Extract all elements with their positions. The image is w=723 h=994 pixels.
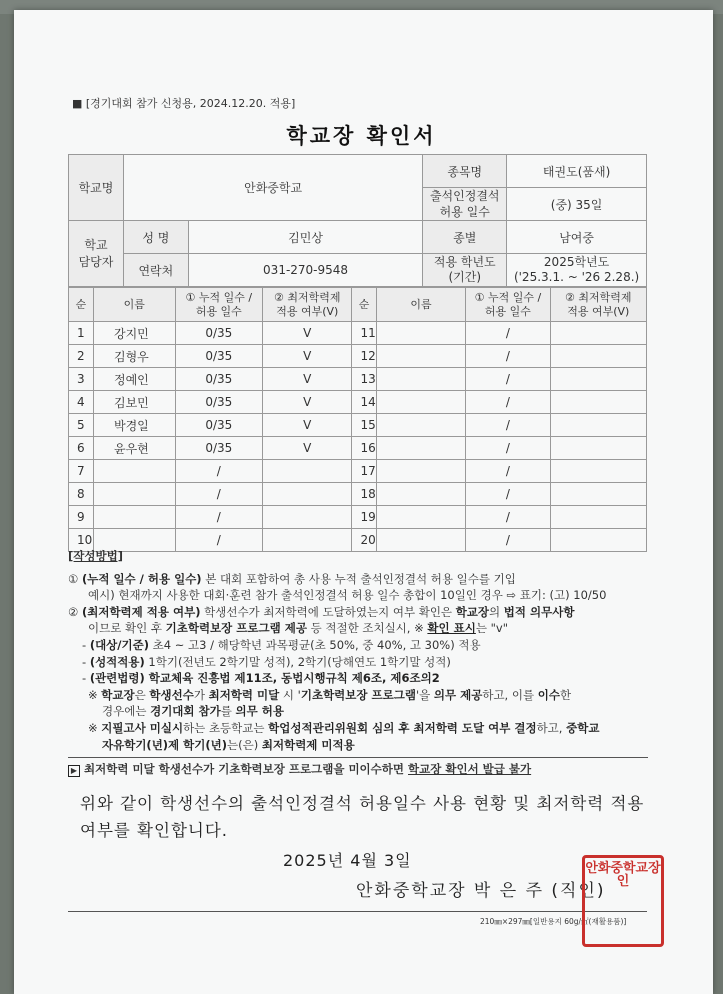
- text: 가: [203, 762, 219, 777]
- student-no: 8: [69, 483, 94, 506]
- student-name: [376, 391, 465, 414]
- text: 학생선수: [149, 687, 194, 702]
- student-no: 19: [352, 506, 376, 529]
- text: 학업성적관리위원회 심의 후 최저학력 도달 여부 결정: [268, 720, 537, 735]
- text: (관련법령): [89, 671, 145, 686]
- text: 기초학력보장 프로그램: [218, 762, 334, 777]
- text: 본 대회 포함하여 총 사용 누적 출석인정결석 허용 일수를 기입: [201, 571, 516, 586]
- text: 의무 제공: [433, 687, 483, 702]
- student-row: [69, 414, 647, 437]
- student-days: /: [175, 529, 263, 552]
- text: 기초학력보장 프로그램 제공: [165, 621, 307, 636]
- name-value: 김민상: [188, 221, 423, 254]
- student-days: /: [175, 506, 263, 529]
- student-min-check: V: [263, 322, 352, 345]
- bottom-rule: [68, 911, 647, 912]
- header-name: 이름: [93, 288, 175, 322]
- student-no: 9: [69, 506, 94, 529]
- text: 를: [220, 704, 236, 719]
- student-row: [69, 483, 647, 506]
- student-name: [376, 506, 465, 529]
- text: 등 적절한 조치실시, ※: [306, 621, 428, 636]
- stamp-text: 안화중학교장인: [585, 861, 661, 889]
- student-no: 4: [69, 391, 94, 414]
- method-line: 예시) 현재까지 사용한 대회·훈련 참가 출석인정결석 허용 일수 총합이 10일인 경우 ⇨ 표기: (고) 10/50: [88, 588, 607, 603]
- student-days: /: [175, 460, 263, 483]
- text: 이므로 확인 후: [88, 621, 166, 636]
- student-days: /: [466, 437, 550, 460]
- text: 의: [489, 604, 504, 619]
- student-no: 7: [69, 460, 94, 483]
- text: 학교장: [101, 687, 135, 702]
- student-days: /: [466, 506, 550, 529]
- issue-date: 2025년 4월 3일: [283, 851, 412, 870]
- student-no: 14: [352, 391, 376, 414]
- method-line: [68, 571, 648, 588]
- text: 한: [559, 687, 572, 702]
- student-min-check: [550, 345, 646, 368]
- student-name: [93, 460, 175, 483]
- method-line: [68, 737, 648, 754]
- student-name: [376, 460, 465, 483]
- student-min-check: [550, 322, 646, 345]
- text: 의무 허용: [235, 704, 284, 719]
- student-name: [93, 483, 175, 506]
- text: ※: [88, 720, 102, 735]
- student-min-check: [263, 483, 352, 506]
- student-row: [69, 322, 647, 345]
- student-name: 박경일: [93, 414, 175, 437]
- name-label: 성 명: [123, 221, 188, 254]
- header-days: ① 누적 일수 / 허용 일수: [175, 288, 263, 322]
- method-title: [작성방법]: [68, 549, 123, 563]
- method-section: [68, 548, 648, 778]
- text: 확인 표시: [427, 621, 476, 636]
- student-no: 3: [69, 368, 94, 391]
- text: 미이수: [348, 762, 382, 777]
- text: 은: [134, 687, 150, 702]
- info-table: [68, 154, 647, 287]
- text: 학교장 확인서 발급 불가: [408, 762, 532, 777]
- final-warning: [68, 757, 648, 778]
- student-row: [69, 460, 647, 483]
- student-name: 김형우: [93, 345, 175, 368]
- header-min: ② 최저학력제 적용 여부(V): [263, 288, 352, 322]
- type-label: 종별: [423, 221, 507, 254]
- student-days: /: [466, 529, 550, 552]
- text: 자유학기(년)제 학기(년): [102, 737, 228, 752]
- method-line: [68, 604, 648, 621]
- student-days: 0/35: [175, 414, 263, 437]
- text: 초4 ~ 고3 / 해당학년 과목평균(초 50%, 중 40%, 고 30%) 적용: [148, 637, 481, 652]
- contact-value: 031-270-9548: [188, 254, 423, 287]
- text: -: [82, 637, 90, 652]
- header-name-2: 이름: [376, 288, 465, 322]
- student-days: /: [466, 483, 550, 506]
- student-min-check: V: [263, 437, 352, 460]
- text: 최저학력제 미적용: [261, 737, 355, 752]
- text: 법적 의무사항: [503, 604, 575, 619]
- student-min-check: [550, 414, 646, 437]
- student-days: /: [466, 322, 550, 345]
- student-name: [93, 506, 175, 529]
- student-days: /: [466, 368, 550, 391]
- year-value: 2025학년도 ('25.3.1. ~ '26 2.28.): [507, 254, 647, 287]
- text: 지필고사 미실시: [101, 720, 184, 735]
- student-days: 0/35: [175, 391, 263, 414]
- year-label: 적용 학년도 (기간): [423, 254, 507, 287]
- header-no-2: 순: [352, 288, 376, 322]
- header-note: ■ [경기대회 참가 신청용, 2024.12.20. 적용]: [72, 97, 296, 110]
- student-min-check: [550, 460, 646, 483]
- student-days: 0/35: [175, 345, 263, 368]
- student-no: 5: [69, 414, 94, 437]
- student-min-check: V: [263, 345, 352, 368]
- method-line: [68, 670, 648, 687]
- text: 는 "v": [475, 621, 509, 636]
- text: -: [82, 654, 90, 669]
- confirmation-text: 위와 같이 학생선수의 출석인정결석 허용일수 사용 현황 및 최저학력 적용 여부를 확인합니다.: [80, 794, 645, 840]
- header-no: 순: [69, 288, 94, 322]
- method-line: [68, 687, 648, 704]
- contact-label: 연락처: [123, 254, 188, 287]
- student-days: /: [466, 460, 550, 483]
- method-line: [68, 703, 648, 720]
- text: ※: [88, 687, 102, 702]
- student-no: 16: [352, 437, 376, 460]
- method-line: [68, 720, 648, 737]
- text: 학교체육 진흥법 제11조, 동법시행규칙 제6조, 제6조의2: [144, 671, 440, 686]
- text: 학교장: [455, 604, 490, 619]
- text: (최저학력제 적용 여부): [81, 604, 201, 619]
- official-seal-stamp: [582, 855, 664, 947]
- school-label: 학교명: [69, 155, 124, 221]
- student-no: 13: [352, 368, 376, 391]
- student-name: 윤우현: [93, 437, 175, 460]
- text: ②: [68, 604, 82, 619]
- student-row: [69, 437, 647, 460]
- text: (대상/기준): [89, 637, 149, 652]
- student-min-check: [550, 437, 646, 460]
- text: 기초학력보장 프로그램: [300, 687, 416, 702]
- event-label: 종목명: [423, 155, 507, 188]
- type-value: 남여중: [507, 221, 647, 254]
- method-line: [68, 654, 648, 671]
- student-no: 1: [69, 322, 94, 345]
- student-no: 17: [352, 460, 376, 483]
- text: 최저학력 미달: [208, 687, 280, 702]
- student-no: 10: [69, 529, 94, 552]
- text: ①: [68, 571, 82, 586]
- student-no: 12: [352, 345, 376, 368]
- method-line: [68, 637, 648, 654]
- header-days-2: ① 누적 일수 / 허용 일수: [466, 288, 550, 322]
- signer-line: 안화중학교장 박 은 주 (직인): [356, 881, 606, 901]
- school-name: 안화중학교: [123, 155, 422, 221]
- text: 하면: [381, 762, 409, 777]
- student-min-check: [550, 506, 646, 529]
- student-min-check: V: [263, 414, 352, 437]
- student-name: [376, 322, 465, 345]
- text: 시 ': [279, 687, 301, 702]
- text: 학생선수가 최저학력에 도달하였는지 여부 확인은: [200, 604, 456, 619]
- student-row: [69, 345, 647, 368]
- header-min-2: ② 최저학력제 적용 여부(V): [550, 288, 646, 322]
- text: '을: [415, 687, 434, 702]
- event-value: 태권도(품새): [507, 155, 647, 188]
- text: 는(은): [227, 737, 262, 752]
- students-header-row: [69, 288, 647, 322]
- student-name: [376, 483, 465, 506]
- text: 중학교: [566, 720, 600, 735]
- student-no: 18: [352, 483, 376, 506]
- text: 을: [333, 762, 349, 777]
- student-row: [69, 506, 647, 529]
- student-name: [376, 368, 465, 391]
- student-no: 15: [352, 414, 376, 437]
- student-no: 6: [69, 437, 94, 460]
- document-title: 학교장 확인서: [286, 124, 437, 148]
- text: 최저학력 미달 학생선수: [84, 762, 204, 777]
- student-name: [376, 414, 465, 437]
- absence-label: 출석인정결석 허용 일수: [423, 188, 507, 221]
- student-no: 20: [352, 529, 376, 552]
- manager-label: 학교 담당자: [69, 221, 124, 287]
- text: 경기대회 참가: [150, 704, 221, 719]
- text: 1학기(전년도 2학기말 성적), 2학기(당해연도 1학기말 성적): [144, 654, 451, 669]
- student-min-check: [550, 391, 646, 414]
- text: (성적적용): [89, 654, 145, 669]
- student-min-check: [263, 460, 352, 483]
- student-days: /: [466, 414, 550, 437]
- student-no: 2: [69, 345, 94, 368]
- student-no: 11: [352, 322, 376, 345]
- student-row: [69, 368, 647, 391]
- student-days: /: [175, 483, 263, 506]
- text: 하고,: [536, 720, 567, 735]
- student-min-check: [263, 506, 352, 529]
- student-name: [376, 345, 465, 368]
- text: 하는 초등학교는: [183, 720, 269, 735]
- text: -: [82, 671, 90, 686]
- arrow-box-icon: ▶: [68, 765, 80, 777]
- student-min-check: [550, 483, 646, 506]
- method-line: [68, 620, 648, 637]
- absence-value: (중) 35일: [507, 188, 647, 221]
- text: 가: [193, 687, 209, 702]
- student-min-check: V: [263, 368, 352, 391]
- student-days: 0/35: [175, 322, 263, 345]
- student-min-check: [550, 368, 646, 391]
- student-days: /: [466, 345, 550, 368]
- student-name: 강지민: [93, 322, 175, 345]
- student-name: 김보민: [93, 391, 175, 414]
- text: 경우에는: [102, 704, 151, 719]
- student-days: 0/35: [175, 437, 263, 460]
- student-days: 0/35: [175, 368, 263, 391]
- student-name: 정예인: [93, 368, 175, 391]
- student-row: [69, 391, 647, 414]
- paper-spec-footer: 210㎜×297㎜[일반용지 60g/㎡(재활용품)]: [480, 917, 627, 926]
- student-name: [376, 437, 465, 460]
- text: 이수: [537, 687, 560, 702]
- student-days: /: [466, 391, 550, 414]
- student-min-check: V: [263, 391, 352, 414]
- students-table: [68, 287, 647, 552]
- text: (누적 일수 / 허용 일수): [81, 571, 202, 586]
- text: 하고, 이를: [482, 687, 538, 702]
